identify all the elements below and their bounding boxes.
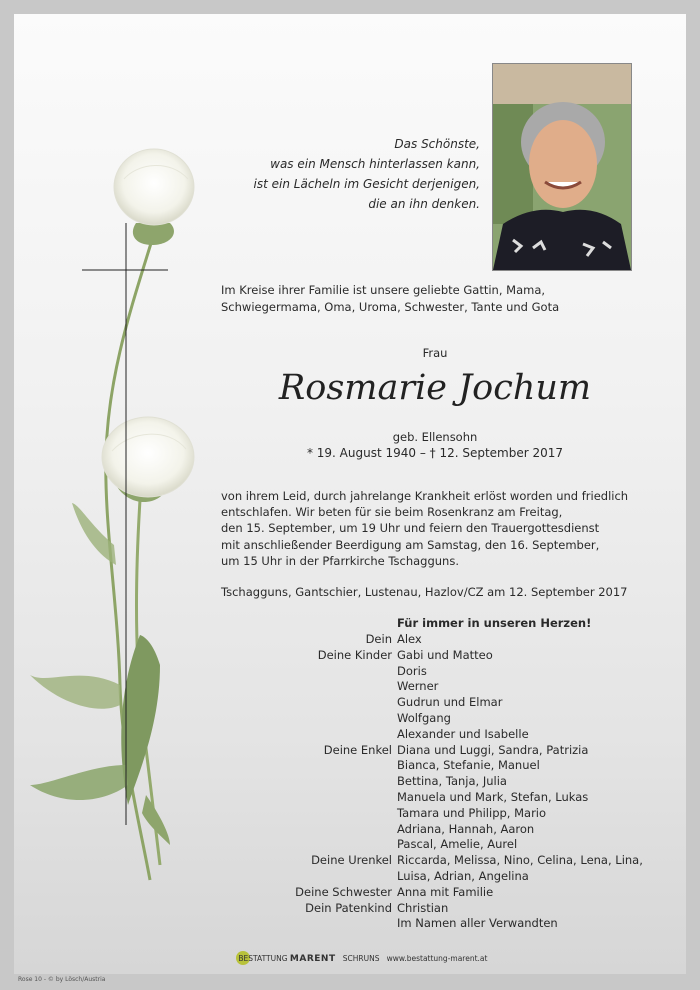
mourner-row [221,679,661,695]
mourner-role: Deine Urenkel [311,853,392,868]
mourner-row [221,790,661,806]
mourner-role: Dein Patenkind [305,900,392,915]
mourner-row [221,648,661,664]
announcement-line: mit anschließender Beerdigung am Samstag, den 16. September, [221,537,600,552]
mourner-row [221,695,661,711]
mourner-role: Deine Schwester [295,884,392,899]
quote-line: die an ihn denken. [368,197,480,211]
announcement-line: den 15. September, um 19 Uhr und feiern den Trauergottesdienst [221,521,600,536]
quote-line: Das Schönste, [394,137,480,151]
mourner-row [221,711,661,727]
funeral-home-footer [222,954,487,964]
mourner-name: Bianca, Stefanie, Manuel [397,758,540,773]
mourner-row [221,916,661,932]
mourner-name: Alex [397,632,422,646]
mourner-row [221,901,661,917]
mourner-name: Pascal, Amelie, Aurel [397,837,518,852]
mourner-name: Christian [397,900,449,915]
footer-town: SCHRUNS [342,954,380,963]
mourner-row [221,774,661,790]
image-credit: Rose 10 - © by Lösch/Austria [18,976,106,983]
deceased-name: Rosmarie Jochum [278,368,592,408]
announcement-line: um 15 Uhr in der Pfarrkirche Tschagguns. [221,553,459,568]
rose-illustration [20,145,220,885]
mourner-name: Adriana, Hannah, Aaron [397,821,535,836]
salutation: Frau [422,346,448,360]
mourner-name: Gabi und Matteo [397,647,493,662]
mourner-name: Bettina, Tanja, Julia [397,774,507,789]
mourner-name: Riccarda, Melissa, Nino, Celina, Lena, Lina, [397,853,643,868]
birth-name: geb. Ellensohn [392,430,478,444]
footer-brand: MARENT [289,954,336,964]
mourner-role: Dein [365,632,392,646]
mourner-row [221,727,661,743]
mourner-row [221,869,661,885]
mourner-name: Im Namen aller Verwandten [397,916,558,931]
mourner-name: Anna mit Familie [397,884,494,899]
mourner-name: Manuela und Mark, Stefan, Lukas [397,790,589,804]
place-and-date: Tschagguns, Gantschier, Lustenau, Hazlov/CZ am 12. September 2017 [221,585,628,599]
quote-line: was ein Mensch hinterlassen kann, [270,157,480,171]
mourner-row [221,632,661,648]
mourner-row [221,743,661,759]
mourner-name: Wolfgang [397,711,451,725]
footer-brand-prefix: BESTATTUNG [238,954,288,963]
mourner-name: Luisa, Adrian, Angelina [397,869,529,883]
mourner-row [221,885,661,901]
mourners-heading: Für immer in unseren Herzen! [397,616,592,630]
mourners-heading-row [221,616,661,632]
portrait-photo [492,63,632,271]
mourner-role: Deine Kinder [317,647,392,662]
mourner-name: Alexander und Isabelle [397,726,529,741]
memorial-quote [220,134,480,214]
mourner-row [221,853,661,869]
mourner-row [221,806,661,822]
announcement-line: entschlafen. Wir beten für sie beim Rosenkranz am Freitag, [221,505,563,520]
footer-url[interactable]: www.bestattung-marent.at [386,954,488,963]
mourner-name: Doris [397,663,427,678]
quote-line: ist ein Lächeln im Gesicht derjenigen, [253,177,480,191]
mourner-row [221,822,661,838]
mourner-name: Gudrun und Elmar [397,695,503,710]
announcement-line: von ihrem Leid, durch jahrelange Krankheit erlöst worden und friedlich [221,489,629,503]
mourner-row [221,664,661,680]
life-dates: * 19. August 1940 – † 12. September 2017 [306,446,564,460]
intro-text: Im Kreise ihrer Familie ist unsere geliebte Gattin, Mama, Schwiegermama, Oma, Uroma, Schwester, Tante und Gota [221,283,560,314]
mourner-row [221,758,661,774]
mourner-row [221,837,661,853]
mourner-name: Tamara und Philipp, Mario [397,805,547,820]
mourner-name: Werner [397,679,439,694]
announcement-text [221,488,651,569]
mourner-name: Diana und Luggi, Sandra, Patrizia [397,742,589,757]
mourner-role: Deine Enkel [323,742,392,757]
